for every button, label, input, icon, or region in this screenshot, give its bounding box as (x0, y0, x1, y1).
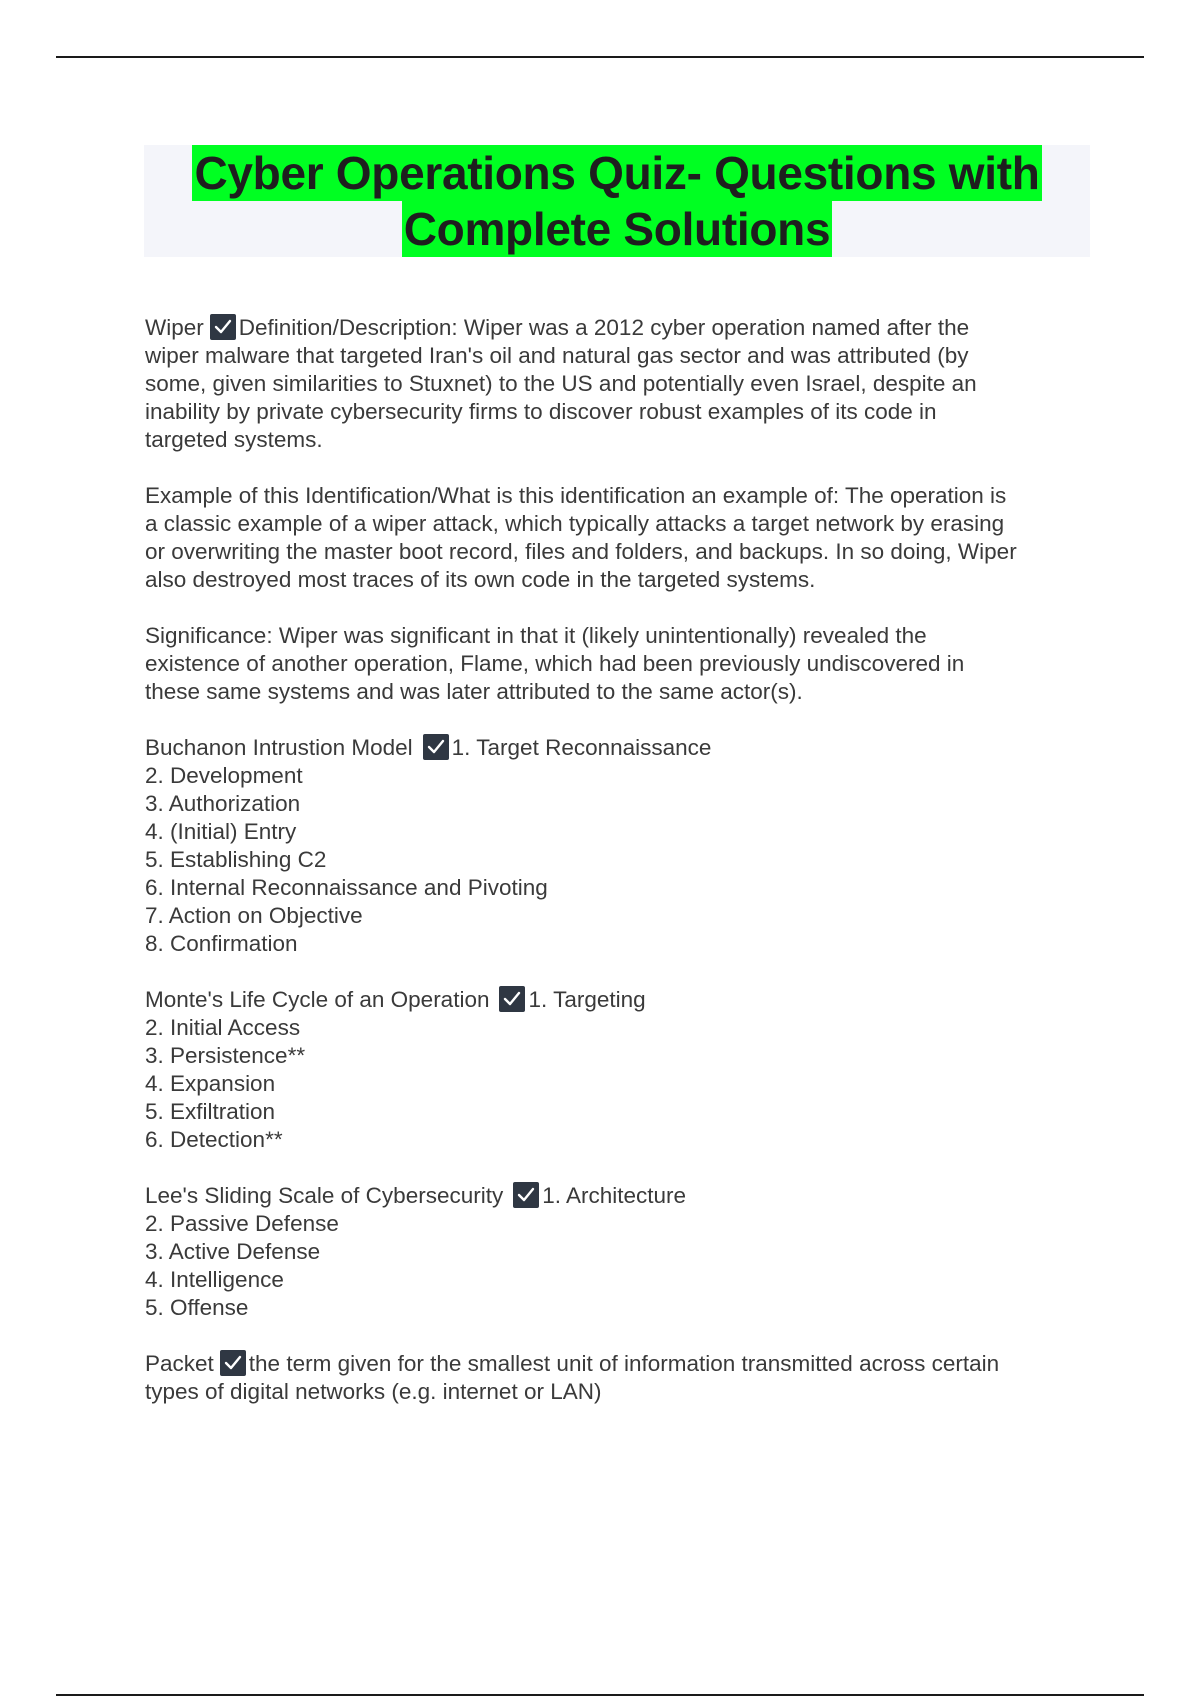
list-item: 4. (Initial) Entry (145, 819, 297, 844)
checkbox-check-icon (210, 314, 236, 340)
definition-line: some, given similarities to Stuxnet) to the US and potentially even Israel, despite an (145, 371, 977, 396)
example-line: also destroyed most traces of its own code in the targeted systems. (145, 567, 816, 592)
list-item: 4. Intelligence (145, 1267, 284, 1292)
list-item: 1. Targeting (528, 987, 646, 1012)
list-item: 1. Architecture (542, 1183, 687, 1208)
list-item: 3. Active Defense (145, 1239, 321, 1264)
entry-answer (145, 986, 1085, 1154)
page-title-line-1: Cyber Operations Quiz- Questions with (194, 147, 1040, 199)
significance-line: Significance: Wiper was significant in that it (likely unintentionally) revealed the (145, 623, 927, 648)
list-item: 2. Development (145, 763, 303, 788)
entry-term: Wiper (145, 315, 204, 340)
entry-answer (145, 1182, 1085, 1322)
definition-line: Definition/Description: Wiper was a 2012 cyber operation named after the (238, 315, 970, 340)
qa-content (145, 314, 1085, 1406)
entry-term: Buchanon Intrustion Model (145, 735, 413, 760)
entry-significance (145, 622, 1085, 706)
list-item: 3. Persistence** (145, 1043, 306, 1068)
significance-line: these same systems and was later attributed to the same actor(s). (145, 679, 803, 704)
entry-lees-sliding-scale (145, 1182, 1085, 1322)
entry-buchanon-intrusion-model (145, 734, 1085, 958)
entry-answer (145, 1350, 1085, 1406)
entry-term: Lee's Sliding Scale of Cybersecurity (145, 1183, 504, 1208)
definition-line: types of digital networks (e.g. internet or LAN) (145, 1379, 602, 1404)
list-item: 3. Authorization (145, 791, 301, 816)
entry-packet (145, 1350, 1085, 1406)
list-item: 7. Action on Objective (145, 903, 363, 928)
page-title-line-2: Complete Solutions (403, 203, 831, 255)
entry-term: Packet (145, 1351, 214, 1376)
checkbox-check-icon (513, 1182, 539, 1208)
bottom-rule (56, 1694, 1144, 1696)
definition-line: inability by private cybersecurity firms to discover robust examples of its code in (145, 399, 937, 424)
definition-line: wiper malware that targeted Iran's oil and natural gas sector and was attributed (by (145, 343, 969, 368)
list-item: 8. Confirmation (145, 931, 298, 956)
entry-monte-life-cycle (145, 986, 1085, 1154)
checkbox-check-icon (423, 734, 449, 760)
list-item: 6. Detection** (145, 1127, 283, 1152)
list-item: 4. Expansion (145, 1071, 276, 1096)
entry-term: Monte's Life Cycle of an Operation (145, 987, 490, 1012)
example-line: Example of this Identification/What is this identification an example of: The operation is (145, 483, 1007, 508)
top-rule (56, 56, 1144, 58)
list-item: 1. Target Reconnaissance (451, 735, 712, 760)
entry-answer (145, 734, 1085, 958)
list-item: 5. Establishing C2 (145, 847, 327, 872)
list-item: 2. Passive Defense (145, 1211, 339, 1236)
checkbox-check-icon (499, 986, 525, 1012)
list-item: 6. Internal Reconnaissance and Pivoting (145, 875, 548, 900)
checkbox-check-icon (220, 1350, 246, 1376)
example-line: a classic example of a wiper attack, which typically attacks a target network by erasing (145, 511, 1005, 536)
definition-line: the term given for the smallest unit of information transmitted across certain (248, 1351, 1000, 1376)
list-item: 5. Offense (145, 1295, 249, 1320)
title-band (144, 145, 1090, 257)
list-item: 5. Exfiltration (145, 1099, 276, 1124)
entry-definition (145, 314, 1085, 454)
entry-wiper (145, 314, 1085, 706)
entry-example (145, 482, 1085, 594)
example-line: or overwriting the master boot record, files and folders, and backups. In so doing, Wiper (145, 539, 1017, 564)
list-item: 2. Initial Access (145, 1015, 301, 1040)
significance-line: existence of another operation, Flame, which had been previously undiscovered in (145, 651, 965, 676)
definition-line: targeted systems. (145, 427, 323, 452)
